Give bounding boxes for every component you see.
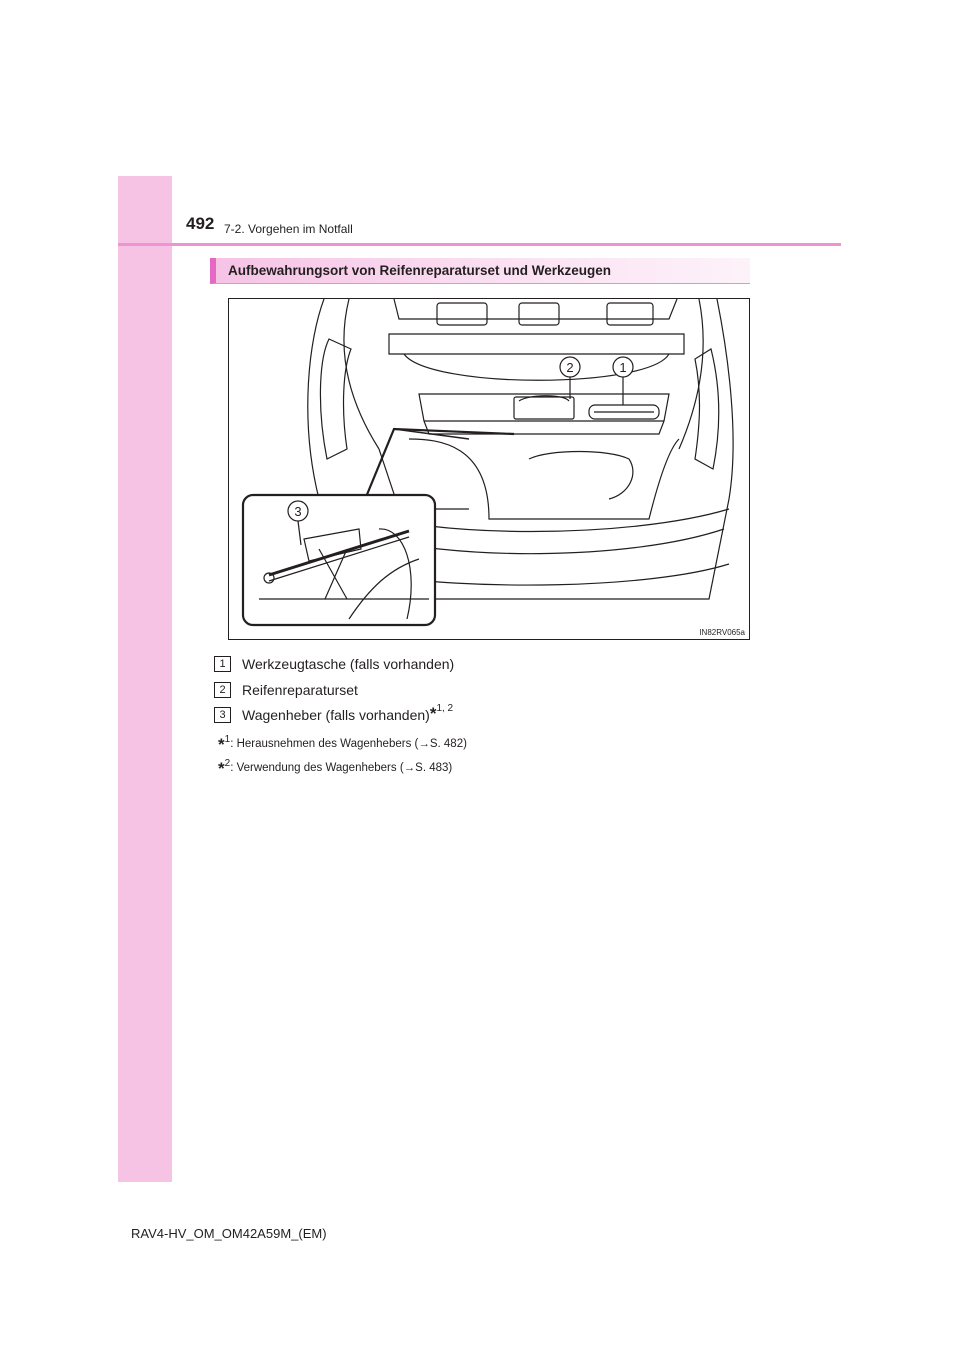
header-rule [118,243,841,246]
trunk-illustration [229,299,750,640]
footer-code: RAV4-HV_OM_OM42A59M_(EM) [131,1226,327,1241]
footnote-text: : Verwendung des Wagenhebers (→S. 483) [230,762,453,774]
section-title: 7-2. Vorgehen im Notfall [224,222,353,236]
asterisk-icon: * [218,759,225,778]
legend-label-with-note [242,703,454,727]
footnote [218,758,453,782]
section-heading-text: Aufbewahrungsort von Reifenreparaturset und Werkzeugen [228,263,612,278]
legend-number: 2 [214,682,231,698]
footnote [218,734,467,758]
callout-1: 1 [619,360,627,375]
figure-code: IN82RV065a [699,628,745,637]
footnote-mark: 2 [224,758,231,769]
callout-2: 2 [566,360,574,375]
footnote-refs: 1, 2 [436,703,454,714]
legend-label: Werkzeugtasche (falls vorhanden) [242,656,455,672]
figure-trunk-illustration [228,298,750,640]
section-heading [210,258,750,284]
footnote-mark: 1 [224,734,231,745]
asterisk-icon: * [429,704,437,723]
footnote-text: : Herausnehmen des Wagenhebers (→S. 482) [230,738,467,750]
asterisk-icon: * [218,735,225,754]
legend-label-text: Wagenheber (falls vorhanden) [242,707,430,723]
legend-number: 3 [214,707,231,723]
legend-label: Reifenreparaturset [242,682,358,698]
side-band [118,176,172,1182]
legend-number: 1 [214,656,231,672]
page-number: 492 [186,214,215,233]
callout-3: 3 [294,504,302,519]
